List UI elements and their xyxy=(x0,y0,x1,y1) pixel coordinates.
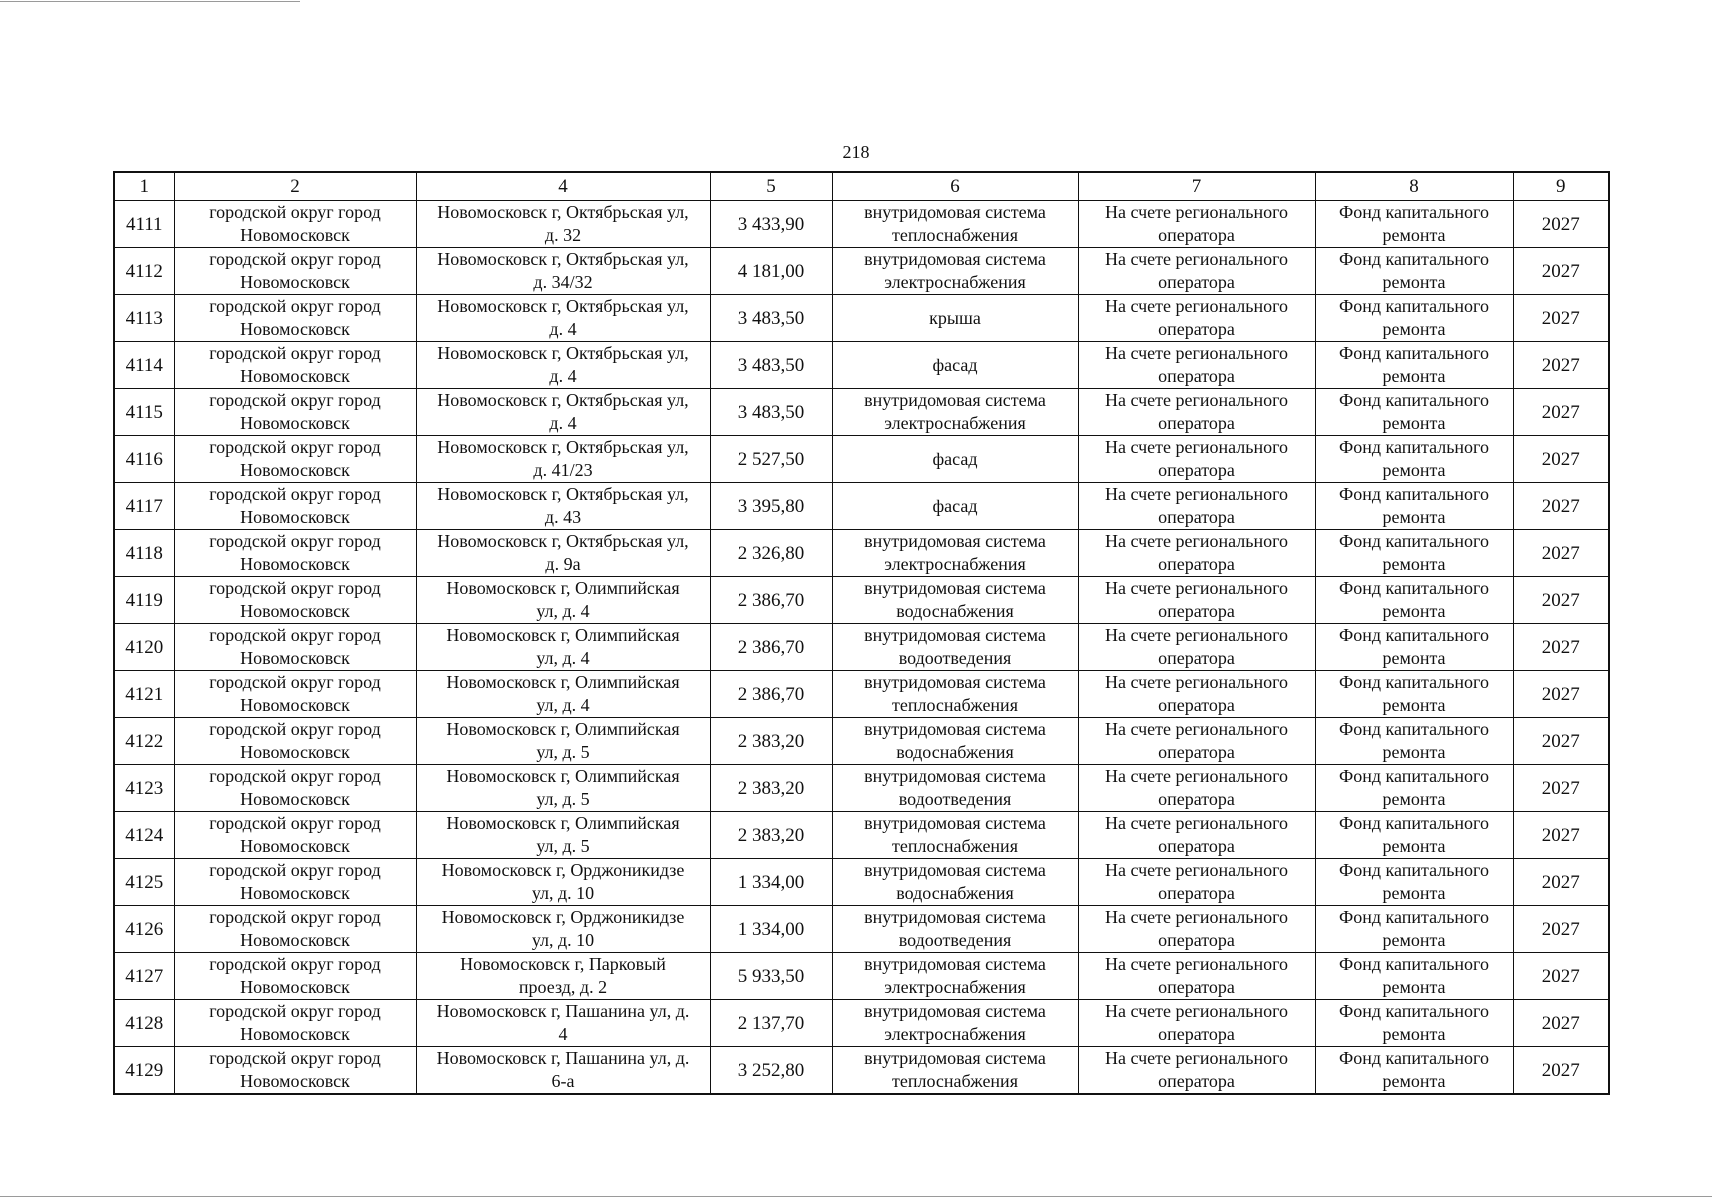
address-cell: Новомосковск г, Олимпийская ул, д. 4 xyxy=(416,671,710,718)
funding-source-cell: Фонд капитального ремонта xyxy=(1315,436,1513,483)
cost-cell: 3 252,80 xyxy=(710,1047,832,1095)
address-cell: Новомосковск г, Октябрьская ул, д. 41/23 xyxy=(416,436,710,483)
cost-cell: 2 386,70 xyxy=(710,624,832,671)
municipality-cell: городской округ город Новомосковск xyxy=(174,718,416,765)
address-cell: Новомосковск г, Орджоникидзе ул, д. 10 xyxy=(416,859,710,906)
cost-cell: 1 334,00 xyxy=(710,859,832,906)
address-cell: Новомосковск г, Октябрьская ул, д. 43 xyxy=(416,483,710,530)
row-number-cell: 4124 xyxy=(114,812,174,859)
row-number-cell: 4119 xyxy=(114,577,174,624)
work-type-cell: внутридомовая система электроснабжения xyxy=(832,1000,1078,1047)
column-header: 7 xyxy=(1078,172,1315,201)
cost-cell: 2 137,70 xyxy=(710,1000,832,1047)
row-number-cell: 4118 xyxy=(114,530,174,577)
work-type-cell: фасад xyxy=(832,436,1078,483)
address-cell: Новомосковск г, Октябрьская ул, д. 34/32 xyxy=(416,248,710,295)
year-cell: 2027 xyxy=(1513,577,1609,624)
cost-cell: 4 181,00 xyxy=(710,248,832,295)
funding-source-cell: Фонд капитального ремонта xyxy=(1315,953,1513,1000)
year-cell: 2027 xyxy=(1513,718,1609,765)
work-type-cell: внутридомовая система теплоснабжения xyxy=(832,1047,1078,1095)
year-cell: 2027 xyxy=(1513,483,1609,530)
address-cell: Новомосковск г, Олимпийская ул, д. 5 xyxy=(416,718,710,765)
year-cell: 2027 xyxy=(1513,248,1609,295)
address-cell: Новомосковск г, Олимпийская ул, д. 5 xyxy=(416,812,710,859)
table-row xyxy=(114,342,1609,389)
column-header: 5 xyxy=(710,172,832,201)
account-cell: На счете регионального оператора xyxy=(1078,389,1315,436)
address-cell: Новомосковск г, Октябрьская ул, д. 9а xyxy=(416,530,710,577)
year-cell: 2027 xyxy=(1513,765,1609,812)
municipality-cell: городской округ город Новомосковск xyxy=(174,624,416,671)
cost-cell: 2 383,20 xyxy=(710,718,832,765)
municipality-cell: городской округ город Новомосковск xyxy=(174,1000,416,1047)
municipality-cell: городской округ город Новомосковск xyxy=(174,201,416,248)
funding-source-cell: Фонд капитального ремонта xyxy=(1315,295,1513,342)
row-number-cell: 4113 xyxy=(114,295,174,342)
table-body xyxy=(114,201,1609,1095)
account-cell: На счете регионального оператора xyxy=(1078,671,1315,718)
table-row xyxy=(114,389,1609,436)
account-cell: На счете регионального оператора xyxy=(1078,718,1315,765)
account-cell: На счете регионального оператора xyxy=(1078,530,1315,577)
year-cell: 2027 xyxy=(1513,671,1609,718)
table-row xyxy=(114,1047,1609,1095)
account-cell: На счете регионального оператора xyxy=(1078,765,1315,812)
row-number-cell: 4115 xyxy=(114,389,174,436)
account-cell: На счете регионального оператора xyxy=(1078,812,1315,859)
address-cell: Новомосковск г, Октябрьская ул, д. 4 xyxy=(416,389,710,436)
scan-edge-line-top xyxy=(0,1,300,2)
funding-source-cell: Фонд капитального ремонта xyxy=(1315,1047,1513,1095)
funding-source-cell: Фонд капитального ремонта xyxy=(1315,624,1513,671)
column-header: 6 xyxy=(832,172,1078,201)
cost-cell: 3 433,90 xyxy=(710,201,832,248)
year-cell: 2027 xyxy=(1513,624,1609,671)
funding-source-cell: Фонд капитального ремонта xyxy=(1315,718,1513,765)
municipality-cell: городской округ город Новомосковск xyxy=(174,671,416,718)
row-number-cell: 4123 xyxy=(114,765,174,812)
cost-cell: 2 386,70 xyxy=(710,577,832,624)
address-cell: Новомосковск г, Октябрьская ул, д. 4 xyxy=(416,342,710,389)
address-cell: Новомосковск г, Олимпийская ул, д. 4 xyxy=(416,577,710,624)
work-type-cell: фасад xyxy=(832,342,1078,389)
year-cell: 2027 xyxy=(1513,812,1609,859)
cost-cell: 2 386,70 xyxy=(710,671,832,718)
year-cell: 2027 xyxy=(1513,1047,1609,1095)
table-row xyxy=(114,295,1609,342)
work-type-cell: внутридомовая система электроснабжения xyxy=(832,530,1078,577)
work-type-cell: фасад xyxy=(832,483,1078,530)
municipality-cell: городской округ город Новомосковск xyxy=(174,577,416,624)
work-type-cell: внутридомовая система электроснабжения xyxy=(832,389,1078,436)
account-cell: На счете регионального оператора xyxy=(1078,906,1315,953)
row-number-cell: 4116 xyxy=(114,436,174,483)
account-cell: На счете регионального оператора xyxy=(1078,295,1315,342)
year-cell: 2027 xyxy=(1513,201,1609,248)
cost-cell: 3 483,50 xyxy=(710,342,832,389)
year-cell: 2027 xyxy=(1513,906,1609,953)
cost-cell: 3 483,50 xyxy=(710,295,832,342)
work-type-cell: внутридомовая система водоотведения xyxy=(832,624,1078,671)
work-type-cell: внутридомовая система электроснабжения xyxy=(832,953,1078,1000)
work-type-cell: крыша xyxy=(832,295,1078,342)
account-cell: На счете регионального оператора xyxy=(1078,1047,1315,1095)
year-cell: 2027 xyxy=(1513,1000,1609,1047)
table-row xyxy=(114,812,1609,859)
account-cell: На счете регионального оператора xyxy=(1078,483,1315,530)
row-number-cell: 4128 xyxy=(114,1000,174,1047)
table-row xyxy=(114,436,1609,483)
funding-source-cell: Фонд капитального ремонта xyxy=(1315,906,1513,953)
work-type-cell: внутридомовая система водоснабжения xyxy=(832,577,1078,624)
funding-source-cell: Фонд капитального ремонта xyxy=(1315,812,1513,859)
cost-cell: 2 383,20 xyxy=(710,812,832,859)
municipality-cell: городской округ город Новомосковск xyxy=(174,765,416,812)
cost-cell: 3 395,80 xyxy=(710,483,832,530)
municipality-cell: городской округ город Новомосковск xyxy=(174,248,416,295)
municipality-cell: городской округ город Новомосковск xyxy=(174,483,416,530)
municipality-cell: городской округ город Новомосковск xyxy=(174,530,416,577)
address-cell: Новомосковск г, Парковый проезд, д. 2 xyxy=(416,953,710,1000)
page-number: 218 xyxy=(842,142,870,162)
row-number-cell: 4129 xyxy=(114,1047,174,1095)
address-cell: Новомосковск г, Пашанина ул, д. 4 xyxy=(416,1000,710,1047)
year-cell: 2027 xyxy=(1513,389,1609,436)
work-type-cell: внутридомовая система водоснабжения xyxy=(832,859,1078,906)
table-row xyxy=(114,953,1609,1000)
row-number-cell: 4120 xyxy=(114,624,174,671)
account-cell: На счете регионального оператора xyxy=(1078,436,1315,483)
work-type-cell: внутридомовая система водоснабжения xyxy=(832,718,1078,765)
funding-source-cell: Фонд капитального ремонта xyxy=(1315,1000,1513,1047)
municipality-cell: городской округ город Новомосковск xyxy=(174,953,416,1000)
cost-cell: 2 527,50 xyxy=(710,436,832,483)
address-cell: Новомосковск г, Орджоникидзе ул, д. 10 xyxy=(416,906,710,953)
funding-source-cell: Фонд капитального ремонта xyxy=(1315,248,1513,295)
funding-source-cell: Фонд капитального ремонта xyxy=(1315,530,1513,577)
table-row xyxy=(114,201,1609,248)
row-number-cell: 4122 xyxy=(114,718,174,765)
funding-source-cell: Фонд капитального ремонта xyxy=(1315,671,1513,718)
table-row xyxy=(114,859,1609,906)
row-number-cell: 4126 xyxy=(114,906,174,953)
work-type-cell: внутридомовая система водоотведения xyxy=(832,765,1078,812)
year-cell: 2027 xyxy=(1513,530,1609,577)
municipality-cell: городской округ город Новомосковск xyxy=(174,859,416,906)
cost-cell: 3 483,50 xyxy=(710,389,832,436)
municipality-cell: городской округ город Новомосковск xyxy=(174,1047,416,1095)
column-header: 1 xyxy=(114,172,174,201)
row-number-cell: 4114 xyxy=(114,342,174,389)
column-header: 8 xyxy=(1315,172,1513,201)
municipality-cell: городской округ город Новомосковск xyxy=(174,389,416,436)
address-cell: Новомосковск г, Октябрьская ул, д. 4 xyxy=(416,295,710,342)
account-cell: На счете регионального оператора xyxy=(1078,953,1315,1000)
address-cell: Новомосковск г, Октябрьская ул, д. 32 xyxy=(416,201,710,248)
work-type-cell: внутридомовая система электроснабжения xyxy=(832,248,1078,295)
column-header: 4 xyxy=(416,172,710,201)
column-header: 9 xyxy=(1513,172,1609,201)
address-cell: Новомосковск г, Олимпийская ул, д. 5 xyxy=(416,765,710,812)
municipality-cell: городской округ город Новомосковск xyxy=(174,342,416,389)
year-cell: 2027 xyxy=(1513,295,1609,342)
table-row xyxy=(114,530,1609,577)
funding-source-cell: Фонд капитального ремонта xyxy=(1315,577,1513,624)
scan-edge-line-bottom xyxy=(0,1196,1712,1197)
address-cell: Новомосковск г, Пашанина ул, д. 6-а xyxy=(416,1047,710,1095)
funding-source-cell: Фонд капитального ремонта xyxy=(1315,765,1513,812)
account-cell: На счете регионального оператора xyxy=(1078,201,1315,248)
table-row xyxy=(114,624,1609,671)
account-cell: На счете регионального оператора xyxy=(1078,1000,1315,1047)
work-type-cell: внутридомовая система теплоснабжения xyxy=(832,201,1078,248)
table-row xyxy=(114,765,1609,812)
year-cell: 2027 xyxy=(1513,342,1609,389)
account-cell: На счете регионального оператора xyxy=(1078,859,1315,906)
account-cell: На счете регионального оператора xyxy=(1078,342,1315,389)
year-cell: 2027 xyxy=(1513,859,1609,906)
table-row xyxy=(114,1000,1609,1047)
table-row xyxy=(114,483,1609,530)
row-number-cell: 4125 xyxy=(114,859,174,906)
account-cell: На счете регионального оператора xyxy=(1078,248,1315,295)
work-type-cell: внутридомовая система теплоснабжения xyxy=(832,671,1078,718)
cost-cell: 2 326,80 xyxy=(710,530,832,577)
row-number-cell: 4112 xyxy=(114,248,174,295)
row-number-cell: 4111 xyxy=(114,201,174,248)
funding-source-cell: Фонд капитального ремонта xyxy=(1315,389,1513,436)
account-cell: На счете регионального оператора xyxy=(1078,577,1315,624)
row-number-cell: 4127 xyxy=(114,953,174,1000)
work-type-cell: внутридомовая система теплоснабжения xyxy=(832,812,1078,859)
row-number-cell: 4117 xyxy=(114,483,174,530)
column-header: 2 xyxy=(174,172,416,201)
municipality-cell: городской округ город Новомосковск xyxy=(174,906,416,953)
data-table xyxy=(113,171,1610,1095)
cost-cell: 2 383,20 xyxy=(710,765,832,812)
table-row xyxy=(114,671,1609,718)
cost-cell: 1 334,00 xyxy=(710,906,832,953)
year-cell: 2027 xyxy=(1513,953,1609,1000)
funding-source-cell: Фонд капитального ремонта xyxy=(1315,859,1513,906)
address-cell: Новомосковск г, Олимпийская ул, д. 4 xyxy=(416,624,710,671)
table-row xyxy=(114,248,1609,295)
funding-source-cell: Фонд капитального ремонта xyxy=(1315,483,1513,530)
funding-source-cell: Фонд капитального ремонта xyxy=(1315,342,1513,389)
table-row xyxy=(114,718,1609,765)
row-number-cell: 4121 xyxy=(114,671,174,718)
municipality-cell: городской округ город Новомосковск xyxy=(174,295,416,342)
municipality-cell: городской округ город Новомосковск xyxy=(174,812,416,859)
header-row xyxy=(114,172,1609,201)
work-type-cell: внутридомовая система водоотведения xyxy=(832,906,1078,953)
year-cell: 2027 xyxy=(1513,436,1609,483)
municipality-cell: городской округ город Новомосковск xyxy=(174,436,416,483)
table-row xyxy=(114,906,1609,953)
cost-cell: 5 933,50 xyxy=(710,953,832,1000)
account-cell: На счете регионального оператора xyxy=(1078,624,1315,671)
table-row xyxy=(114,577,1609,624)
funding-source-cell: Фонд капитального ремонта xyxy=(1315,201,1513,248)
